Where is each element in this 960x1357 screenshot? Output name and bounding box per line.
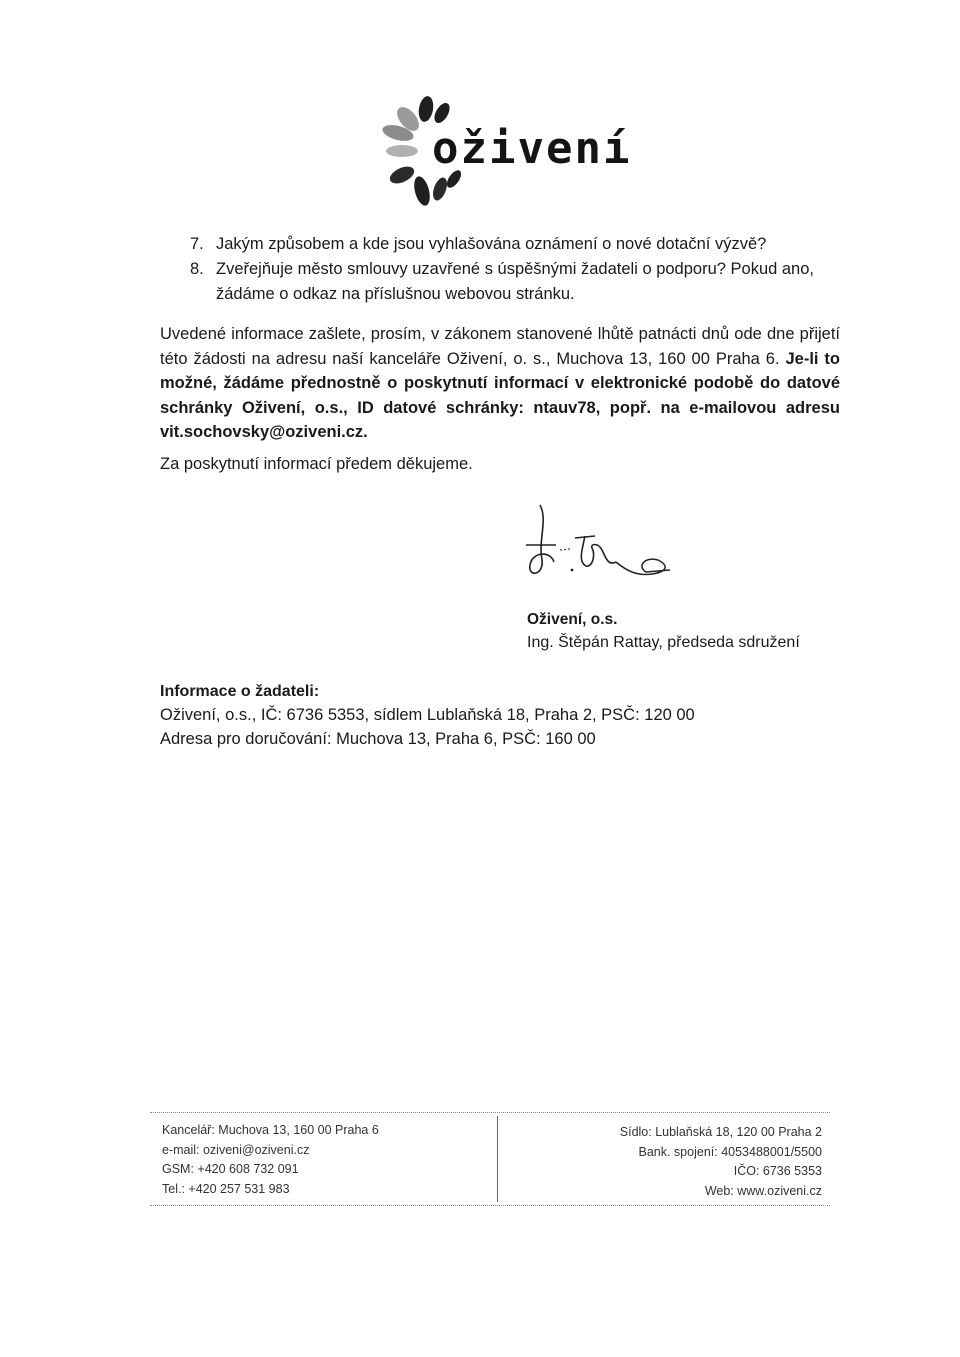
footer-bank-account: Bank. spojení: 4053488001/5500: [638, 1144, 822, 1159]
signatory-name: Ing. Štěpán Rattay, předseda sdružení: [527, 634, 800, 651]
item-text: Jakým způsobem a kde jsou vyhlašována oznámení o nové dotační výzvě?: [216, 235, 767, 253]
request-paragraph: [160, 322, 840, 445]
footer-seat-address: Sídlo: Lublaňská 18, 120 00 Praha 2: [619, 1125, 822, 1139]
footer-office-contacts: [162, 1121, 379, 1199]
footer-office-address: Kancelář: Muchova 13, 160 00 Praha 6: [162, 1123, 379, 1137]
footer-registered-info: [620, 1123, 822, 1201]
applicant-address-line: Adresa pro doručování: Muchova 13, Praha 6, PSČ: 160 00: [160, 730, 596, 748]
signatory-organization: Oživení, o.s.: [527, 611, 618, 628]
question-list: [190, 232, 816, 307]
request-plain-text: Uvedené informace zašlete, prosím, v zákonem stanovené lhůtě patnácti dnů ode dne přijetí této žádosti na adresu naší kanceláře Oživení, o. s., Muchova 13, 160 00 Praha 6.: [160, 325, 840, 368]
applicant-info-line: Oživení, o.s., IČ: 6736 5353, sídlem Lublaňská 18, Praha 2, PSČ: 120 00: [160, 706, 695, 724]
list-item: [190, 232, 816, 257]
footer-gsm: GSM: +420 608 732 091: [162, 1162, 299, 1176]
oziveni-logo: [380, 95, 640, 220]
item-text: Zveřejňuje město smlouvy uzavřené s úspěšnými žadateli o podporu? Pokud ano, žádáme o odkaz na příslušnou webovou stránku.: [216, 260, 814, 303]
footer-web: Web: www.oziveni.cz: [704, 1183, 822, 1198]
footer-top-rule: [150, 1112, 830, 1113]
thanks-text: Za poskytnutí informací předem děkujeme.: [160, 455, 473, 473]
list-item: [190, 257, 816, 307]
footer-ico: IČO: 6736 5353: [733, 1164, 822, 1178]
item-number: 8.: [190, 260, 204, 278]
footer-phone: Tel.: +420 257 531 983: [162, 1181, 290, 1196]
logo-text: oživení: [432, 123, 632, 174]
footer-email: e-mail: oziveni@oziveni.cz: [162, 1142, 310, 1157]
request-bold-text: Je-li to možné, žádáme přednostně o poskytnutí informací v elektronické podobě do datové schránky Oživení, o.s., ID datové schránky: ntauv78, popř. na e-mailovou adresu vit.sochovsky@oziveni.cz.: [160, 349, 840, 441]
handwritten-signature: [520, 500, 680, 590]
footer-bottom-rule: [150, 1205, 830, 1206]
item-number: 7.: [190, 235, 204, 253]
footer-divider: [497, 1116, 498, 1202]
applicant-info-heading: Informace o žadateli:: [160, 683, 320, 700]
